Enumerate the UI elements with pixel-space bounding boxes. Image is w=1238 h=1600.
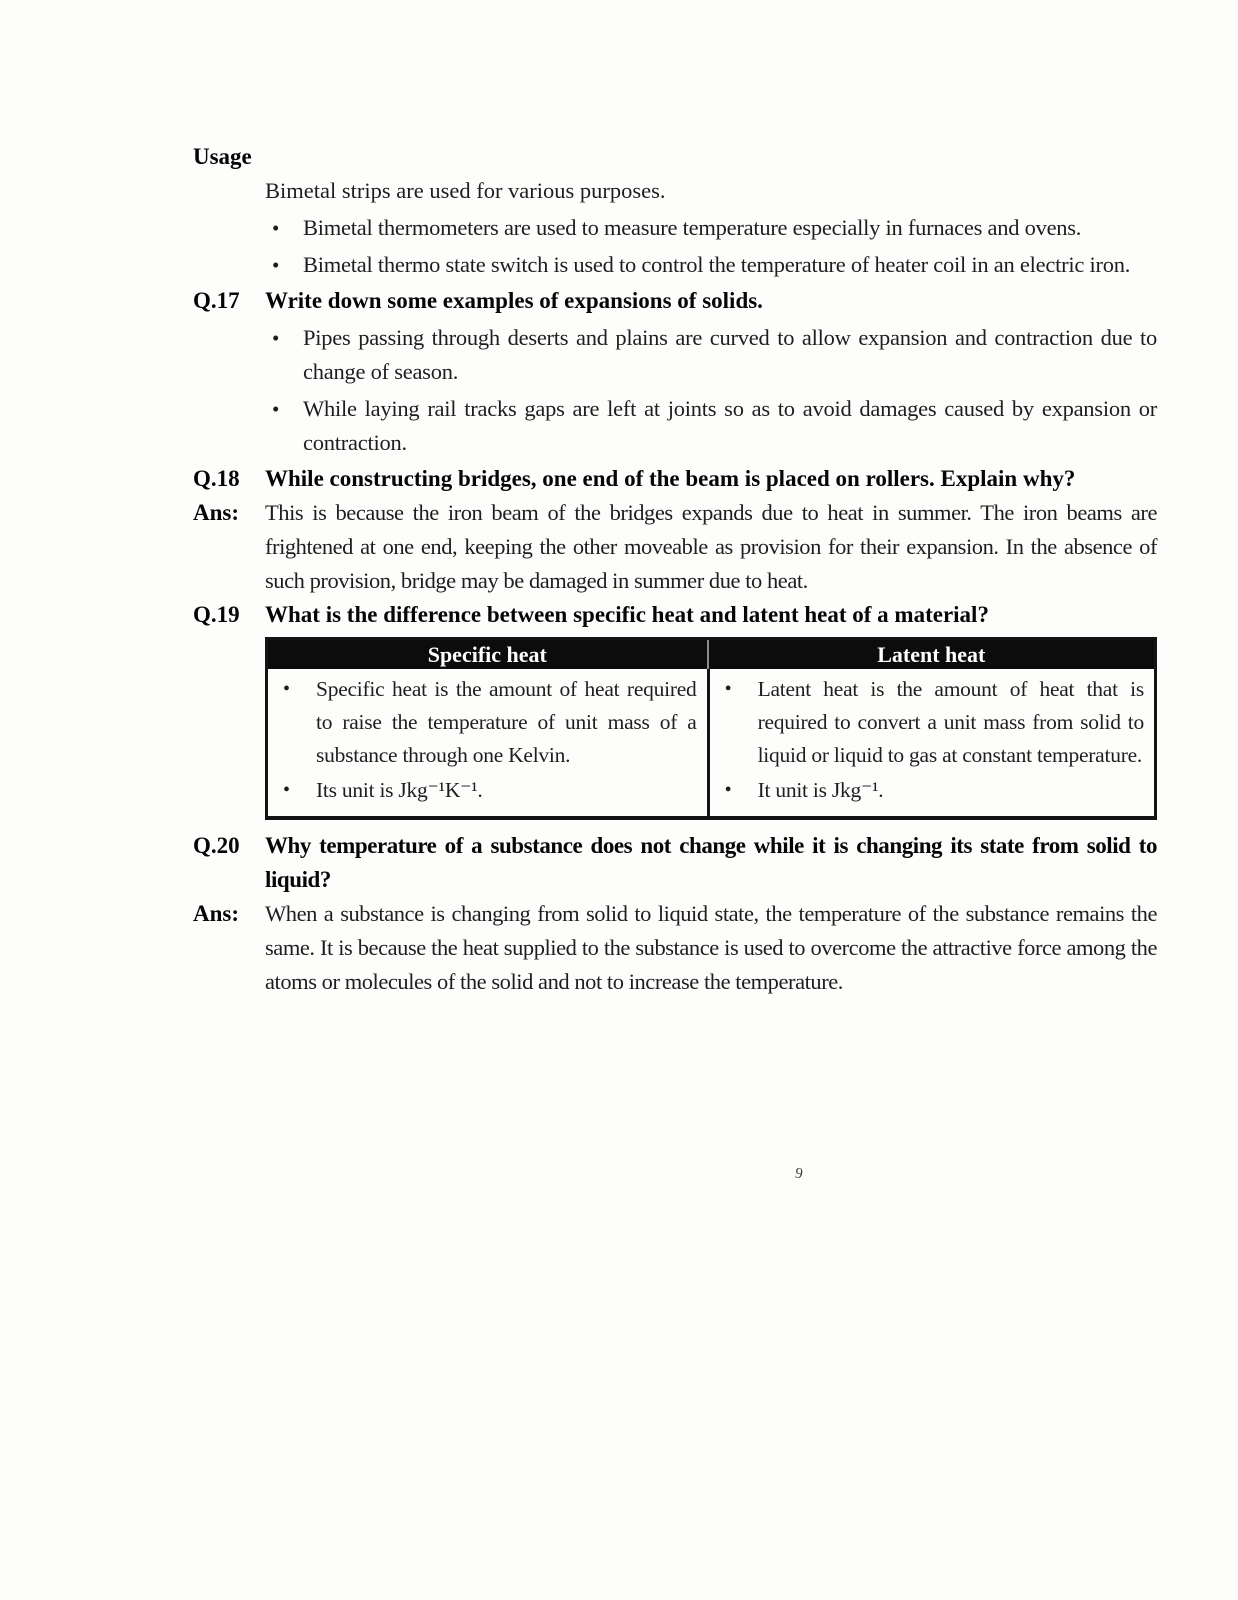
list-item bbox=[265, 248, 1157, 282]
bullet-icon: • bbox=[272, 326, 280, 350]
specific-heat-definition: Specific heat is the amount of heat required to raise the temperature of unit mass of a substance through one Kelvin. bbox=[316, 677, 697, 767]
q17-bullet-list bbox=[265, 321, 1157, 460]
usage-intro: Bimetal strips are used for various purposes. bbox=[265, 178, 666, 203]
list-item bbox=[268, 673, 697, 772]
table-wrap bbox=[265, 637, 1157, 820]
bullet-icon: • bbox=[272, 397, 280, 421]
question-text: Why temperature of a substance does not change while it is changing its state from solid to liquid? bbox=[265, 833, 1157, 892]
usage-bullet-text: Bimetal thermo state switch is used to control the temperature of heater coil in an electric iron. bbox=[303, 252, 1131, 277]
usage-bullet-text: Bimetal thermometers are used to measure temperature especially in furnaces and ovens. bbox=[303, 215, 1082, 240]
page-content bbox=[193, 140, 1157, 999]
answer-label: Ans: bbox=[193, 500, 240, 525]
stray-mark: 9 bbox=[793, 1165, 804, 1183]
latent-heat-definition: Latent heat is the amount of heat that is required to convert a unit mass from solid to liquid or liquid to gas at constant temperature. bbox=[757, 677, 1144, 767]
list-item bbox=[268, 774, 697, 807]
latent-heat-unit: It unit is Jkg⁻¹. bbox=[757, 778, 884, 802]
answer-row-q18 bbox=[193, 496, 1157, 598]
answer-text: This is because the iron beam of the bridges expands due to heat in summer. The iron beams are frightened at one end, keeping the other moveable as provision for their expansion. In the absence of such provision, bridge may be damaged in summer due to heat. bbox=[265, 500, 1157, 593]
question-row-q17 bbox=[193, 284, 1157, 318]
table-header-latent-heat: Latent heat bbox=[707, 640, 1154, 669]
usage-heading: Usage bbox=[193, 144, 252, 169]
answer-label: Ans: bbox=[193, 901, 240, 926]
specific-heat-unit: Its unit is Jkg⁻¹K⁻¹. bbox=[316, 778, 483, 802]
bullet-icon: • bbox=[283, 779, 291, 801]
table-header-row bbox=[268, 640, 1154, 669]
question-text: Write down some examples of expansions of solids. bbox=[265, 288, 763, 313]
list-item bbox=[710, 673, 1144, 772]
list-item bbox=[265, 392, 1157, 460]
question-row-q20 bbox=[193, 829, 1157, 897]
answer-row-q20 bbox=[193, 897, 1157, 999]
list-item bbox=[265, 211, 1157, 245]
question-text: What is the difference between specific heat and latent heat of a material? bbox=[265, 602, 989, 627]
question-label: Q.19 bbox=[193, 602, 240, 627]
list-item bbox=[710, 774, 1144, 807]
comparison-table bbox=[265, 637, 1157, 820]
question-label: Q.17 bbox=[193, 288, 240, 313]
bullet-icon: • bbox=[272, 253, 280, 277]
usage-bullet-list bbox=[265, 211, 1157, 282]
bullet-icon: • bbox=[283, 678, 291, 700]
bullet-icon: • bbox=[724, 779, 732, 801]
q17-bullet-text: Pipes passing through deserts and plains are curved to allow expansion and contraction due to change of season. bbox=[303, 325, 1157, 384]
question-row-q18 bbox=[193, 462, 1157, 496]
question-text: While constructing bridges, one end of the beam is placed on rollers. Explain why? bbox=[265, 466, 1076, 491]
table-cell-latent-heat bbox=[707, 669, 1154, 816]
table-header-specific-heat: Specific heat bbox=[427, 642, 547, 667]
bullet-icon: • bbox=[724, 678, 732, 700]
question-label: Q.20 bbox=[193, 833, 240, 858]
table-cell-specific-heat bbox=[268, 669, 707, 816]
answer-text: When a substance is changing from solid to liquid state, the temperature of the substance remains the same. It is because the heat supplied to the substance is used to overcome the attractive force among the atoms or molecules of the solid and not to increase the temperature. bbox=[265, 901, 1157, 994]
q17-bullet-text: While laying rail tracks gaps are left at joints so as to avoid damages caused by expansion or contraction. bbox=[303, 396, 1157, 455]
table-body-row bbox=[268, 669, 1154, 816]
list-item bbox=[265, 321, 1157, 389]
question-label: Q.18 bbox=[193, 466, 240, 491]
bullet-icon: • bbox=[272, 216, 280, 240]
question-row-q19 bbox=[193, 598, 1157, 632]
